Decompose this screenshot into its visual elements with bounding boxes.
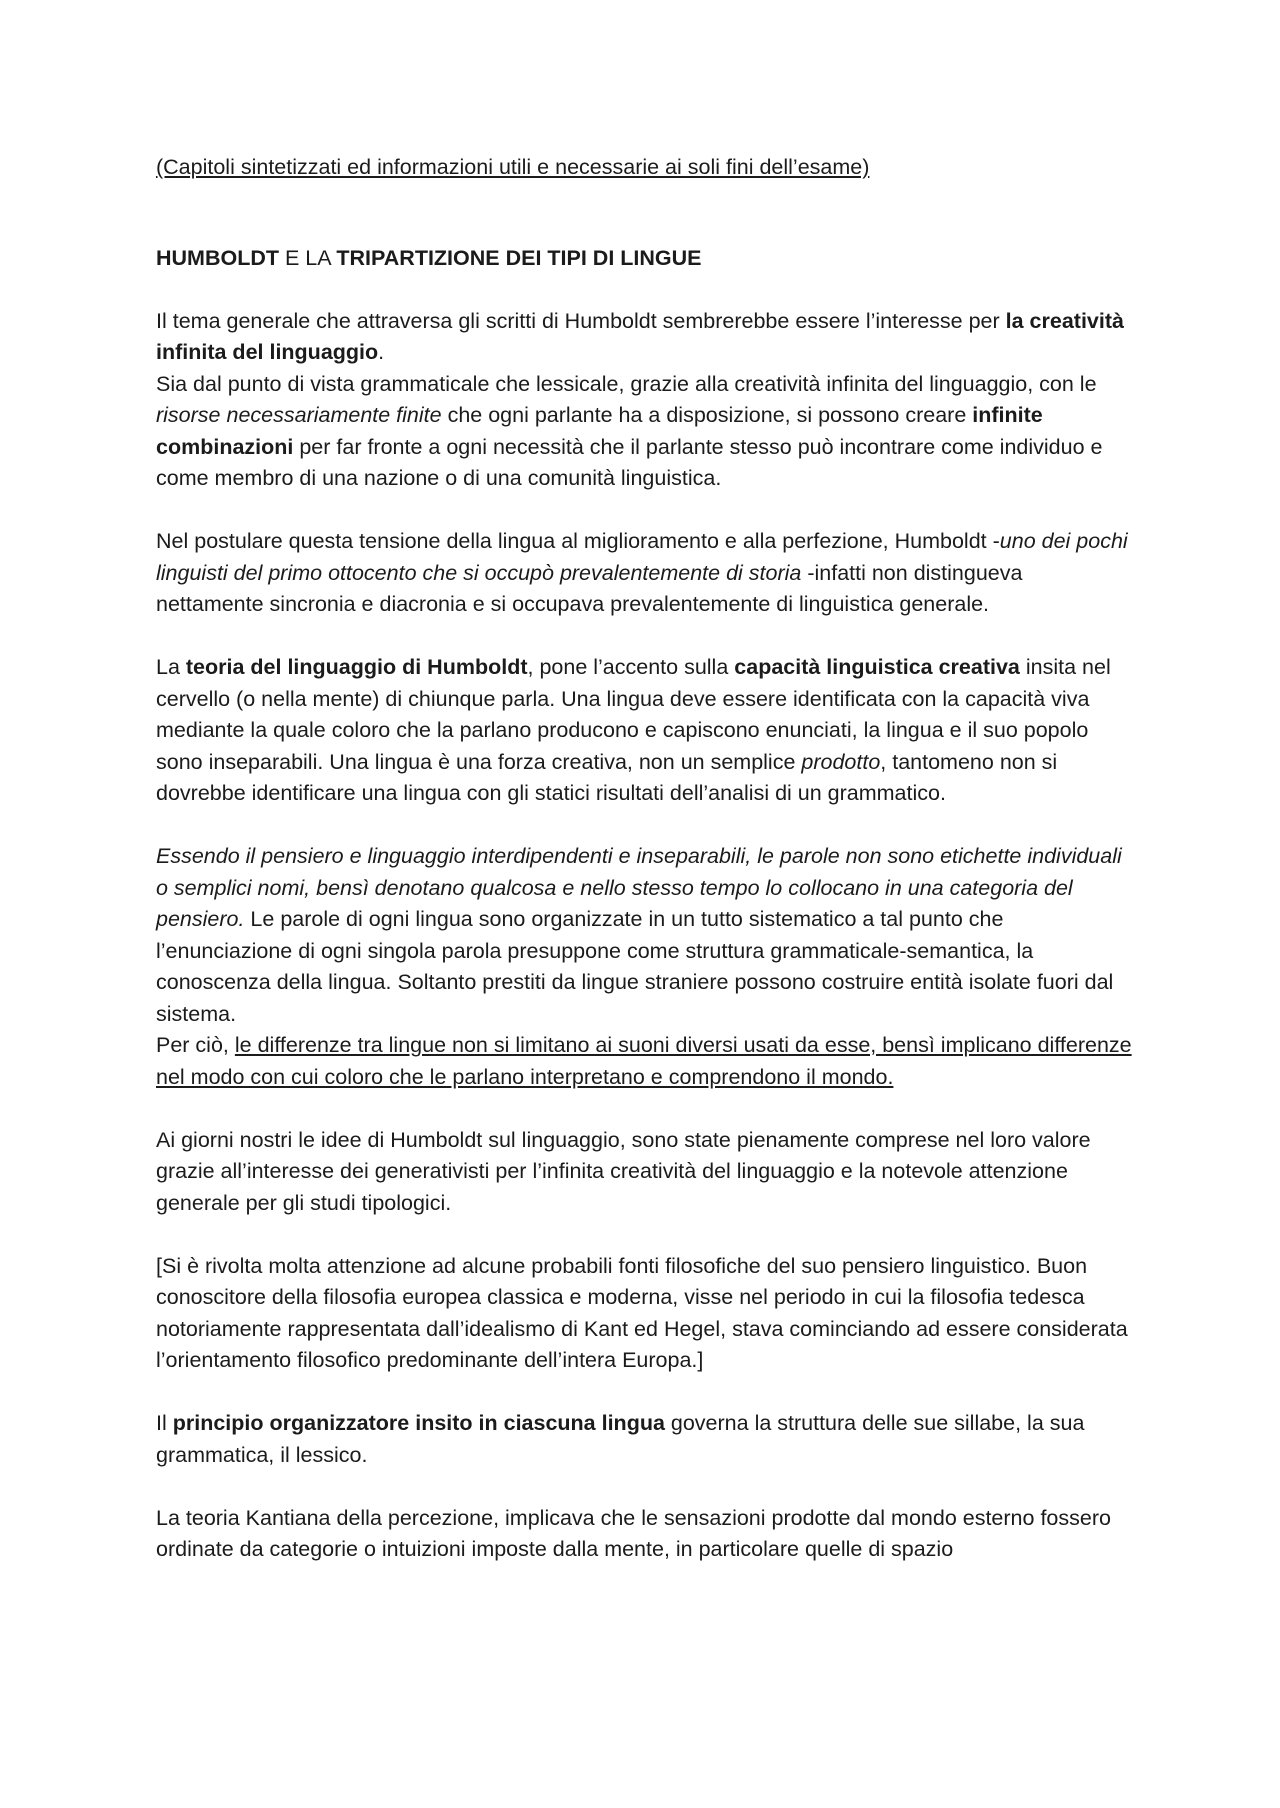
- underlined-span: le differenze tra lingue non si limitano ai suoni diversi usati da esse, bensì implicano differenze nel modo con cui coloro che le parlano interpretano e comprendono il mondo.: [156, 1033, 1132, 1089]
- text-span: per far fronte a ogni necessità che il parlante stesso può incontrare come individuo e come membro di una nazione o di una comunità linguistica.: [156, 434, 1103, 490]
- text-span: Il: [156, 1411, 173, 1435]
- paragraph-tension: [156, 526, 1136, 621]
- paragraph-intro: [156, 306, 1136, 369]
- text-span: governa la struttura delle sue sillabe, la sua grammatica, il lessico.: [156, 1411, 1085, 1467]
- text-span: Per ciò,: [156, 1033, 235, 1057]
- bold-span: la creatività infinita del linguaggio: [156, 308, 1124, 364]
- text-span: -infatti non distingueva nettamente sincronia e diacronia e si occupava prevalentemente di linguistica generale.: [156, 560, 1023, 616]
- paragraph-principle: [156, 1408, 1136, 1471]
- bold-span: infinite combinazioni: [156, 403, 1043, 459]
- italic-span: risorse necessariamente finite: [156, 403, 442, 427]
- paragraph-theory: [156, 652, 1136, 810]
- text-span: che ogni parlante ha a disposizione, si possono creare: [441, 403, 973, 427]
- paragraph-differences: [156, 1030, 1136, 1093]
- paragraph-creativity: [156, 369, 1136, 495]
- italic-span: Essendo il pensiero e linguaggio interdipendenti e inseparabili, le parole non sono etichette individuali o semplici nomi, bensì denotano qualcosa e nello stesso tempo lo collocano in una categoria del pensiero.: [156, 844, 1122, 931]
- text-span: La: [156, 655, 186, 679]
- section-heading: [156, 243, 1136, 275]
- text-span: insita nel cervello (o nella mente) di chiunque parla. Una lingua deve essere identificata con la capacità viva mediante la quale coloro che la parlano producono e capiscono enunciati, la lingua e il suo popolo sono inseparabili. Una lingua è una forza creativa, non un semplice: [156, 655, 1111, 774]
- text-span: , pone l’accento sulla: [527, 655, 735, 679]
- text-span: Le parole di ogni lingua sono organizzate in un tutto sistematico a tal punto che l’enunciazione di ogni singola parola presuppone come struttura grammaticale-semantica, la conoscenza della lingua. Soltanto prestiti da lingue straniere possono costruire entità isolate fuori dal sistema.: [156, 907, 1114, 1026]
- document-page: [156, 152, 1136, 1566]
- document-subtitle: (Capitoli sintetizzati ed informazioni utili e necessarie ai soli fini dell’esame): [156, 155, 870, 179]
- paragraph-kant: La teoria Kantiana della percezione, implicava che le sensazioni prodotte dal mondo esterno fossero ordinate da categorie o intuizioni imposte dalla mente, in particolare quelle di spazio: [156, 1505, 1111, 1561]
- bold-span: capacità linguistica creativa: [734, 655, 1020, 679]
- heading-topic: TRIPARTIZIONE DEI TIPI DI LINGUE: [336, 245, 702, 270]
- bold-span: teoria del linguaggio di Humboldt: [185, 655, 528, 679]
- text-span: Il tema generale che attraversa gli scritti di Humboldt sembrerebbe essere l’interesse per: [156, 308, 1006, 333]
- text-span: Sia dal punto di vista grammaticale che lessicale, grazie alla creatività infinita del linguaggio, con le: [156, 371, 1097, 396]
- text-span: .: [378, 340, 385, 364]
- bold-span: principio organizzatore insito in ciascuna lingua: [172, 1411, 665, 1435]
- paragraph-modern: Ai giorni nostri le idee di Humboldt sul linguaggio, sono state pienamente comprese nel loro valore grazie all’interesse dei generativisti per l’infinita creatività del linguaggio e la notevole attenzione generale per gli studi tipologici.: [156, 1127, 1091, 1215]
- heading-humboldt: HUMBOLDT: [156, 245, 280, 270]
- text-span: Nel postulare questa tensione della lingua al miglioramento e alla perfezione, Humboldt -: [156, 529, 1000, 553]
- heading-connector: E LA: [279, 245, 337, 270]
- paragraph-philosophy: [Si è rivolta molta attenzione ad alcune probabili fonti filosofiche del suo pensiero linguistico. Buon conoscitore della filosofia europea classica e moderna, visse nel periodo in cui la filosofia tedesca notoriamente rappresentata dall’idealismo di Kant ed Hegel, stava cominciando ad essere considerata l’orientamento filosofico predominante dell’intera Europa.]: [156, 1253, 1128, 1372]
- paragraph-thought: [156, 841, 1136, 1030]
- italic-span: uno dei pochi linguisti del primo ottocento che si occupò prevalentemente di storia: [156, 529, 1128, 585]
- text-span: , tantomeno non si dovrebbe identificare una lingua con gli statici risultati dell’analisi di un grammatico.: [156, 749, 1058, 805]
- italic-span: prodotto: [801, 749, 881, 774]
